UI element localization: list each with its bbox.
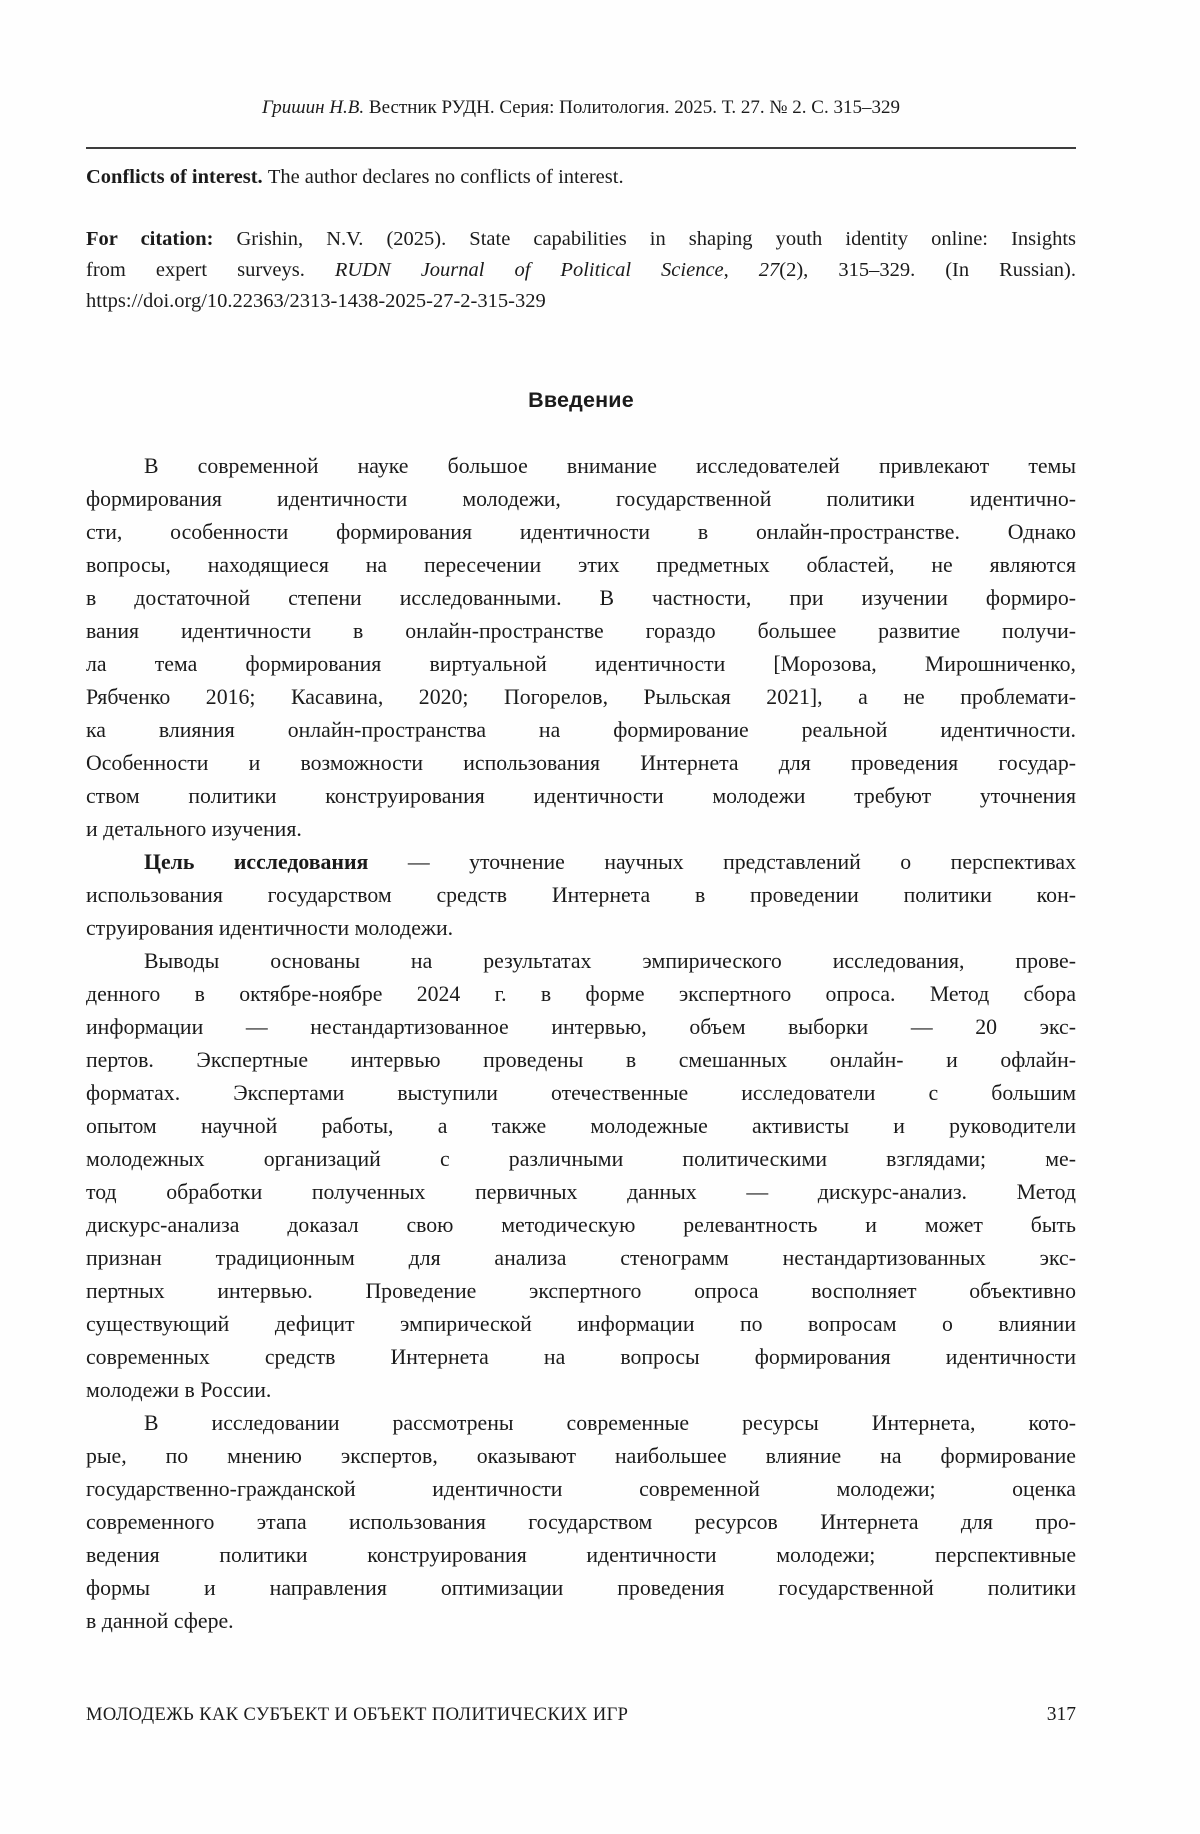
section-heading-introduction: Введение xyxy=(528,388,634,412)
text-line xyxy=(86,1110,1076,1143)
text-line xyxy=(86,780,1076,813)
text-segment: The author declares no conflicts of interest. xyxy=(267,166,624,188)
text-line xyxy=(86,681,1076,714)
page-footer xyxy=(86,1704,1076,1726)
text-segment: — уточнение научных представлений о перспективах xyxy=(368,850,1076,874)
paragraph xyxy=(86,1407,1076,1638)
text-segment: Особенности и возможности использования Интернета для проведения государ- xyxy=(86,751,1076,775)
text-line xyxy=(86,450,1076,483)
text-segment: струирования идентичности молодежи. xyxy=(86,916,454,940)
text-segment: молодежи в России. xyxy=(86,1378,272,1402)
text-line xyxy=(86,1209,1076,1242)
doi-text: https://doi.org/10.22363/2313-1438-2025-27-2-315-329 xyxy=(86,290,546,312)
text-line xyxy=(86,813,1076,846)
text-line xyxy=(86,615,1076,648)
text-segment: современных средств Интернета на вопросы формирования идентичности xyxy=(86,1345,1076,1369)
text-line xyxy=(86,978,1076,1011)
text-segment: дискурс-анализа доказал свою методическую релевантность и может быть xyxy=(86,1213,1076,1237)
text-line xyxy=(86,483,1076,516)
running-header-author: Гришин Н.В. xyxy=(262,97,365,118)
text-line xyxy=(86,1506,1076,1539)
conflicts-label: Conflicts of interest. xyxy=(86,166,268,188)
text-segment: сти, особенности формирования идентичности в онлайн-пространстве. Однако xyxy=(86,520,1076,544)
text-line xyxy=(86,1440,1076,1473)
paragraph xyxy=(86,450,1076,846)
text-line xyxy=(86,1044,1076,1077)
text-segment: RUDN Journal of Political Science xyxy=(334,259,724,281)
text-segment: ством политики конструирования идентичности молодежи требуют уточнения xyxy=(86,784,1076,808)
research-goal-label: Цель исследования xyxy=(144,850,369,874)
paragraph xyxy=(86,945,1076,1407)
text-segment: В исследовании рассмотрены современные ресурсы Интернета, кото- xyxy=(144,1411,1076,1435)
text-line xyxy=(86,1539,1076,1572)
text-segment: вания идентичности в онлайн-пространстве гораздо большее развитие получи- xyxy=(86,619,1076,643)
text-segment: в данной сфере. xyxy=(86,1609,234,1633)
text-line xyxy=(86,1605,1076,1638)
text-segment: формы и направления оптимизации проведения государственной политики xyxy=(86,1576,1076,1600)
text-line xyxy=(86,714,1076,747)
text-line xyxy=(86,1011,1076,1044)
text-line xyxy=(86,648,1076,681)
text-line xyxy=(86,1473,1076,1506)
text-segment: форматах. Экспертами выступили отечественные исследователи с большим xyxy=(86,1081,1076,1105)
text-segment: Выводы основаны на результатах эмпирического исследования, прове- xyxy=(144,949,1076,973)
text-line xyxy=(86,879,1076,912)
text-line xyxy=(86,1275,1076,1308)
text-line xyxy=(86,255,1076,286)
text-line xyxy=(86,1407,1076,1440)
text-segment: 27 xyxy=(758,259,780,281)
text-segment: государственно-гражданской идентичности современной молодежи; оценка xyxy=(86,1477,1076,1501)
text-segment: (2), 315–329. (In Russian). xyxy=(779,259,1077,281)
text-segment: опытом научной работы, а также молодежные активисты и руководители xyxy=(86,1114,1076,1138)
text-line xyxy=(86,846,1076,879)
text-segment: Рябченко 2016; Касавина, 2020; Погорелов, Рыльская 2021], а не проблемати- xyxy=(86,685,1076,709)
text-segment: признан традиционным для анализа стенограмм нестандартизованных экс- xyxy=(86,1246,1076,1270)
text-segment: молодежных организаций с различными политическими взглядами; ме- xyxy=(86,1147,1076,1171)
text-segment: информации — нестандартизованное интервью, объем выборки — 20 экс- xyxy=(86,1015,1076,1039)
text-segment: существующий дефицит эмпирической информации по вопросам о влиянии xyxy=(86,1312,1076,1336)
text-segment: Grishin, N.V. (2025). State capabilities in shaping youth identity online: Insights xyxy=(236,228,1076,250)
text-segment: ведения политики конструирования идентичности молодежи; перспективные xyxy=(86,1543,1076,1567)
header-rule xyxy=(86,147,1076,149)
page-number: 317 xyxy=(1046,1704,1076,1725)
text-segment: ла тема формирования виртуальной идентичности [Морозова, Мирошниченко, xyxy=(86,652,1076,676)
page-content xyxy=(86,0,1076,1726)
text-line xyxy=(86,1143,1076,1176)
conflicts-of-interest-paragraph xyxy=(86,162,1076,193)
text-line xyxy=(86,582,1076,615)
text-line xyxy=(86,162,1076,193)
text-line xyxy=(86,1374,1076,1407)
text-line xyxy=(86,1308,1076,1341)
text-line xyxy=(86,286,1076,317)
text-line xyxy=(86,516,1076,549)
article-body xyxy=(86,450,1076,1638)
text-line xyxy=(86,747,1076,780)
text-line xyxy=(86,1341,1076,1374)
text-segment: тод обработки полученных первичных данных — дискурс-анализ. Метод xyxy=(86,1180,1076,1204)
text-line xyxy=(86,1077,1076,1110)
text-segment: В современной науке большое внимание исследователей привлекают темы xyxy=(144,454,1076,478)
text-line xyxy=(86,945,1076,978)
running-footer-title: МОЛОДЕЖЬ КАК СУБЪЕКТ И ОБЪЕКТ ПОЛИТИЧЕСКИХ ИГР xyxy=(86,1705,629,1725)
text-segment: рые, по мнению экспертов, оказывают наибольшее влияние на формирование xyxy=(86,1444,1076,1468)
text-segment: , xyxy=(723,259,759,281)
running-header-text: Вестник РУДН. Серия: Политология. 2025. Т. 27. № 2. С. 315–329 xyxy=(364,97,900,118)
text-line xyxy=(86,1176,1076,1209)
text-segment: ка влияния онлайн-пространства на формирование реальной идентичности. xyxy=(86,718,1076,742)
text-line xyxy=(86,549,1076,582)
text-segment: вопросы, находящиеся на пересечении этих предметных областей, не являются xyxy=(86,553,1076,577)
text-line xyxy=(86,1572,1076,1605)
text-segment: в достаточной степени исследованными. В частности, при изучении формиро- xyxy=(86,586,1076,610)
text-segment: пертов. Экспертные интервью проведены в смешанных онлайн- и офлайн- xyxy=(86,1048,1076,1072)
text-line xyxy=(86,1242,1076,1275)
text-line xyxy=(86,224,1076,255)
text-line xyxy=(86,912,1076,945)
text-segment: from expert surveys. xyxy=(86,259,335,281)
text-segment: пертных интервью. Проведение экспертного опроса восполняет объективно xyxy=(86,1279,1076,1303)
for-citation-label: For citation: xyxy=(86,228,237,250)
for-citation-paragraph xyxy=(86,224,1076,317)
text-segment: современного этапа использования государством ресурсов Интернета для про- xyxy=(86,1510,1076,1534)
text-segment: и детального изучения. xyxy=(86,817,302,841)
running-header xyxy=(86,0,1076,120)
text-segment: формирования идентичности молодежи, государственной политики идентично- xyxy=(86,487,1076,511)
text-segment: использования государством средств Интернета в проведении политики кон- xyxy=(86,883,1076,907)
paragraph xyxy=(86,846,1076,945)
text-segment: денного в октябре-ноябре 2024 г. в форме экспертного опроса. Метод сбора xyxy=(86,982,1076,1006)
